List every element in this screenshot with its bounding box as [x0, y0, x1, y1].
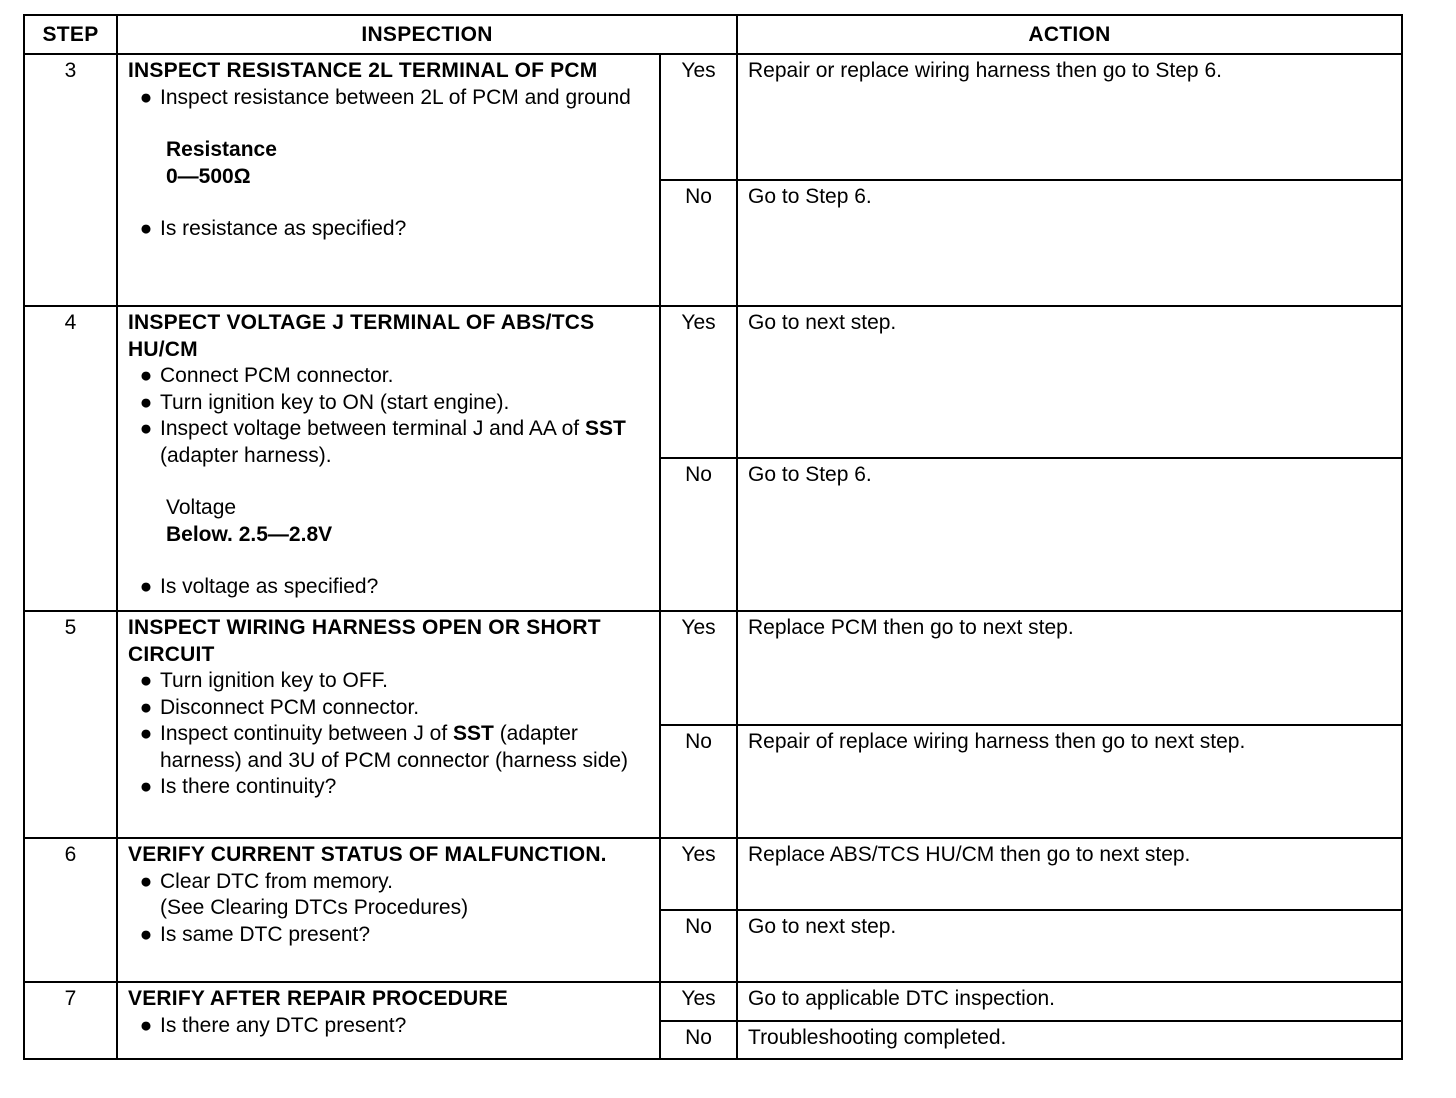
- spec-label: Resistance: [166, 138, 277, 161]
- bullet-item: ● Is same DTC present?: [128, 922, 645, 949]
- bullet-item: ● Connect PCM connector.: [128, 363, 645, 390]
- inspection-title: INSPECT RESISTANCE 2L TERMINAL OF PCM: [128, 59, 598, 82]
- bullet-item: ● Disconnect PCM connector.: [128, 695, 645, 722]
- bullet-icon: ●: [139, 922, 153, 946]
- table-row: [24, 838, 1402, 910]
- bullet-icon: ●: [139, 85, 153, 109]
- bullet-item: ● Clear DTC from memory.: [128, 869, 645, 896]
- header-step: STEP: [24, 15, 117, 54]
- no-action: Go to Step 6.: [737, 458, 1402, 611]
- no-action: Repair of replace wiring harness then go to next step.: [737, 725, 1402, 838]
- step-number: 6: [24, 838, 117, 982]
- bullet-icon: ●: [139, 695, 153, 719]
- table-row: [24, 611, 1402, 725]
- bullet-item: ● Turn ignition key to OFF.: [128, 668, 645, 695]
- bullet-icon: ●: [139, 775, 153, 798]
- no-label: No: [660, 725, 737, 838]
- step-number: 5: [24, 611, 117, 838]
- inspection-cell: [117, 838, 660, 982]
- step-number: 7: [24, 982, 117, 1059]
- step-number: 4: [24, 306, 117, 611]
- bullet-icon: ●: [139, 390, 153, 414]
- bullet-item: ● Inspect voltage between terminal J and AA of SST (adapter harness).: [128, 416, 645, 469]
- no-label: No: [660, 180, 737, 306]
- table-row: [24, 54, 1402, 180]
- bullet-icon: ●: [139, 1013, 153, 1037]
- no-action: Go to next step.: [737, 910, 1402, 982]
- inspection-title: VERIFY CURRENT STATUS OF MALFUNCTION.: [128, 843, 607, 866]
- yes-label: Yes: [660, 611, 737, 725]
- inspection-cell: [117, 611, 660, 838]
- inspection-cell: [117, 306, 660, 611]
- bullet-icon: ●: [139, 669, 153, 692]
- bullet-item: ● Turn ignition key to ON (start engine).: [128, 390, 645, 417]
- inspection-title: VERIFY AFTER REPAIR PROCEDURE: [128, 987, 508, 1010]
- spec-label: Voltage: [166, 496, 237, 519]
- diagnostic-procedure-table: [23, 14, 1403, 1060]
- bullet-icon: ●: [139, 722, 153, 745]
- yes-label: Yes: [660, 838, 737, 910]
- step-number: 3: [24, 54, 117, 306]
- bullet-item: ● Is voltage as specified?: [128, 574, 645, 601]
- yes-action: Go to next step.: [737, 306, 1402, 458]
- no-action: Troubleshooting completed.: [737, 1021, 1402, 1059]
- bullet-icon: ●: [139, 575, 153, 598]
- no-label: No: [660, 458, 737, 611]
- inspection-cell: [117, 54, 660, 306]
- yes-action: Repair or replace wiring harness then go to Step 6.: [737, 54, 1402, 180]
- header-inspection: INSPECTION: [117, 15, 737, 54]
- bullet-icon: ●: [139, 217, 153, 240]
- spec-value: Below. 2.5—2.8V: [166, 522, 333, 546]
- yes-action: Go to applicable DTC inspection.: [737, 982, 1402, 1021]
- yes-label: Yes: [660, 306, 737, 458]
- inspection-title: INSPECT VOLTAGE J TERMINAL OF ABS/TCS HU/CM: [128, 311, 595, 361]
- yes-label: Yes: [660, 982, 737, 1021]
- bullet-icon: ●: [139, 869, 153, 893]
- bullet-icon: ●: [139, 417, 153, 440]
- bullet-item: ● Inspect resistance between 2L of PCM and ground: [128, 85, 645, 112]
- yes-action: Replace PCM then go to next step.: [737, 611, 1402, 725]
- yes-action: Replace ABS/TCS HU/CM then go to next step.: [737, 838, 1402, 910]
- bullet-icon: ●: [139, 364, 153, 387]
- spec-value: 0—500Ω: [166, 164, 251, 188]
- header-action: ACTION: [737, 15, 1402, 54]
- no-action: Go to Step 6.: [737, 180, 1402, 306]
- table-row: [24, 306, 1402, 458]
- table-row: [24, 982, 1402, 1021]
- note-text: (See Clearing DTCs Procedures): [160, 896, 469, 919]
- inspection-cell: [117, 982, 660, 1059]
- bullet-item: ● Is resistance as specified?: [128, 216, 645, 243]
- inspection-title: INSPECT WIRING HARNESS OPEN OR SHORT CIRCUIT: [128, 616, 601, 666]
- bullet-item: ● Is there continuity?: [128, 774, 645, 801]
- yes-label: Yes: [660, 54, 737, 180]
- bullet-item: ● Is there any DTC present?: [128, 1013, 645, 1040]
- header-row: [24, 15, 1402, 54]
- no-label: No: [660, 910, 737, 982]
- no-label: No: [660, 1021, 737, 1059]
- bullet-item: ● Inspect continuity between J of SST (adapter harness) and 3U of PCM connector (harness side): [128, 721, 645, 774]
